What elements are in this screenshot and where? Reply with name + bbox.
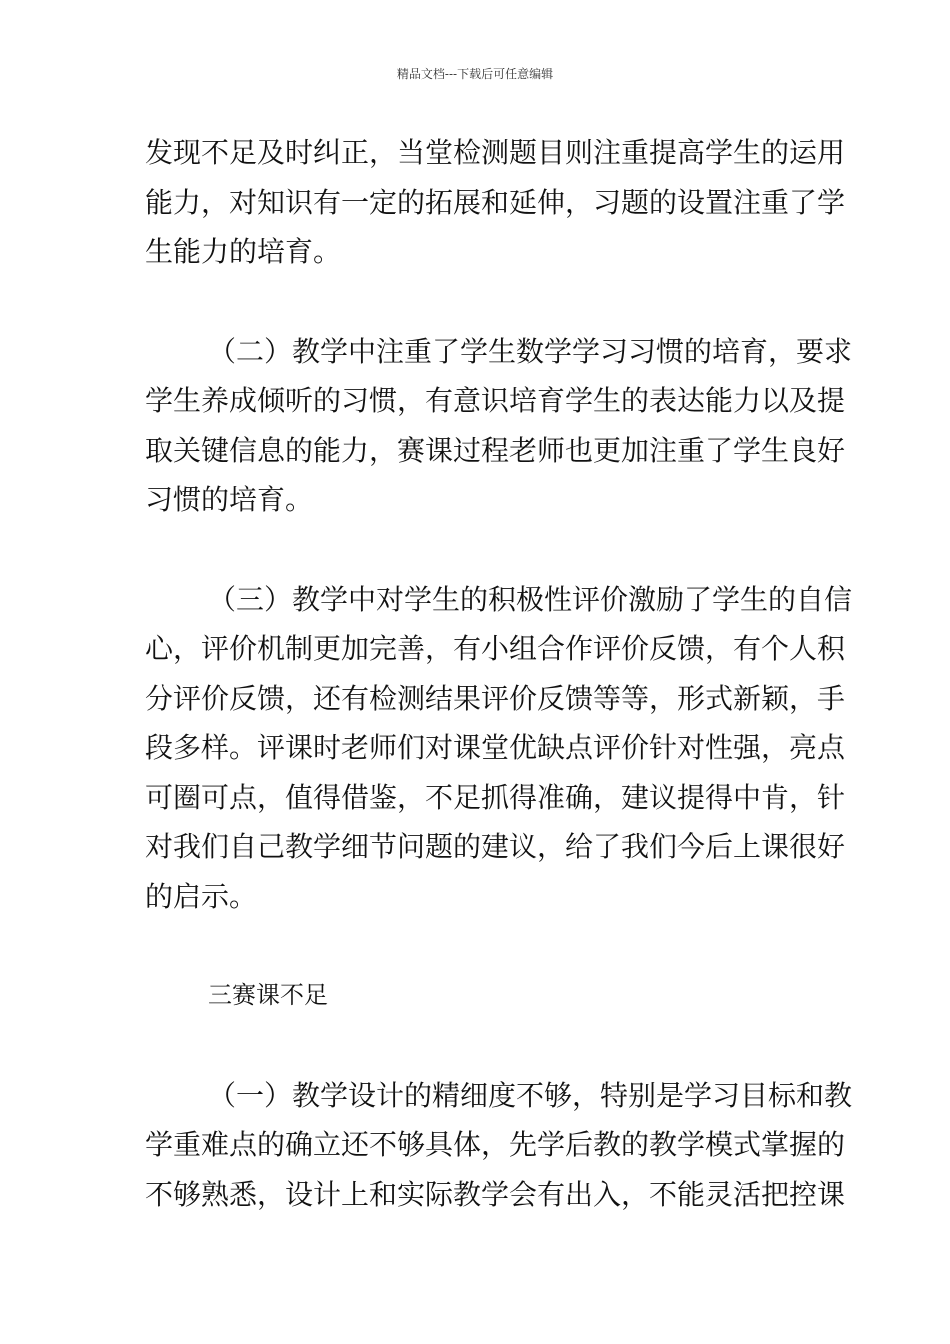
paragraph-gap [145,525,810,575]
text-line: 学生养成倾听的习惯，有意识培育学生的表达能力以及提 [145,384,846,417]
text-line: 能力，对知识有一定的拓展和延伸，习题的设置注重了学 [145,185,846,219]
text-line: 取关键信息的能力，赛课过程老师也更加注重了学生良好 [145,433,846,467]
paragraph-section-three [145,575,853,922]
text-line: （三）教学中对学生的积极性评价激励了学生的自信 [208,582,853,616]
section-heading: 三赛课不足 [208,981,328,1009]
paragraph-continuation [145,128,846,277]
document-body [145,128,853,1219]
text-line: （一）教学设计的精细度不够，特别是学习目标和教 [208,1078,853,1112]
paragraph-gap [145,921,810,971]
paragraph-gap [145,277,810,327]
text-line: 习惯的培育。 [145,483,314,516]
text-line: 段多样。评课时老师们对课堂优缺点评价针对性强，亮点 [145,731,846,764]
text-line: 可圈可点，值得借鉴，不足抓得准确，建议提得中肯，针 [145,780,846,814]
paragraph-section-two [145,327,853,525]
text-line: 不够熟悉，设计上和实际教学会有出入，不能灵活把控课 [145,1177,846,1211]
paragraph-subsection-one [145,1071,853,1220]
page-header: 精品文档---下载后可任意编辑 [396,67,554,81]
text-line: （二）教学中注重了学生数学学习习惯的培育，要求 [208,334,853,368]
paragraph-gap [145,1021,810,1071]
text-line: 分评价反馈，还有检测结果评价反馈等等，形式新颖，手 [145,681,846,715]
text-line: 对我们自己教学细节问题的建议，给了我们今后上课很好 [145,830,846,863]
text-line: 发现不足及时纠正，当堂检测题目则注重提高学生的运用 [145,136,846,169]
text-line: 的启示。 [145,879,258,913]
text-line: 学重难点的确立还不够具体，先学后教的教学模式掌握的 [145,1128,846,1161]
text-line: 生能力的培育。 [145,235,342,268]
text-line: 心，评价机制更加完善，有小组合作评价反馈，有个人积 [145,632,846,665]
